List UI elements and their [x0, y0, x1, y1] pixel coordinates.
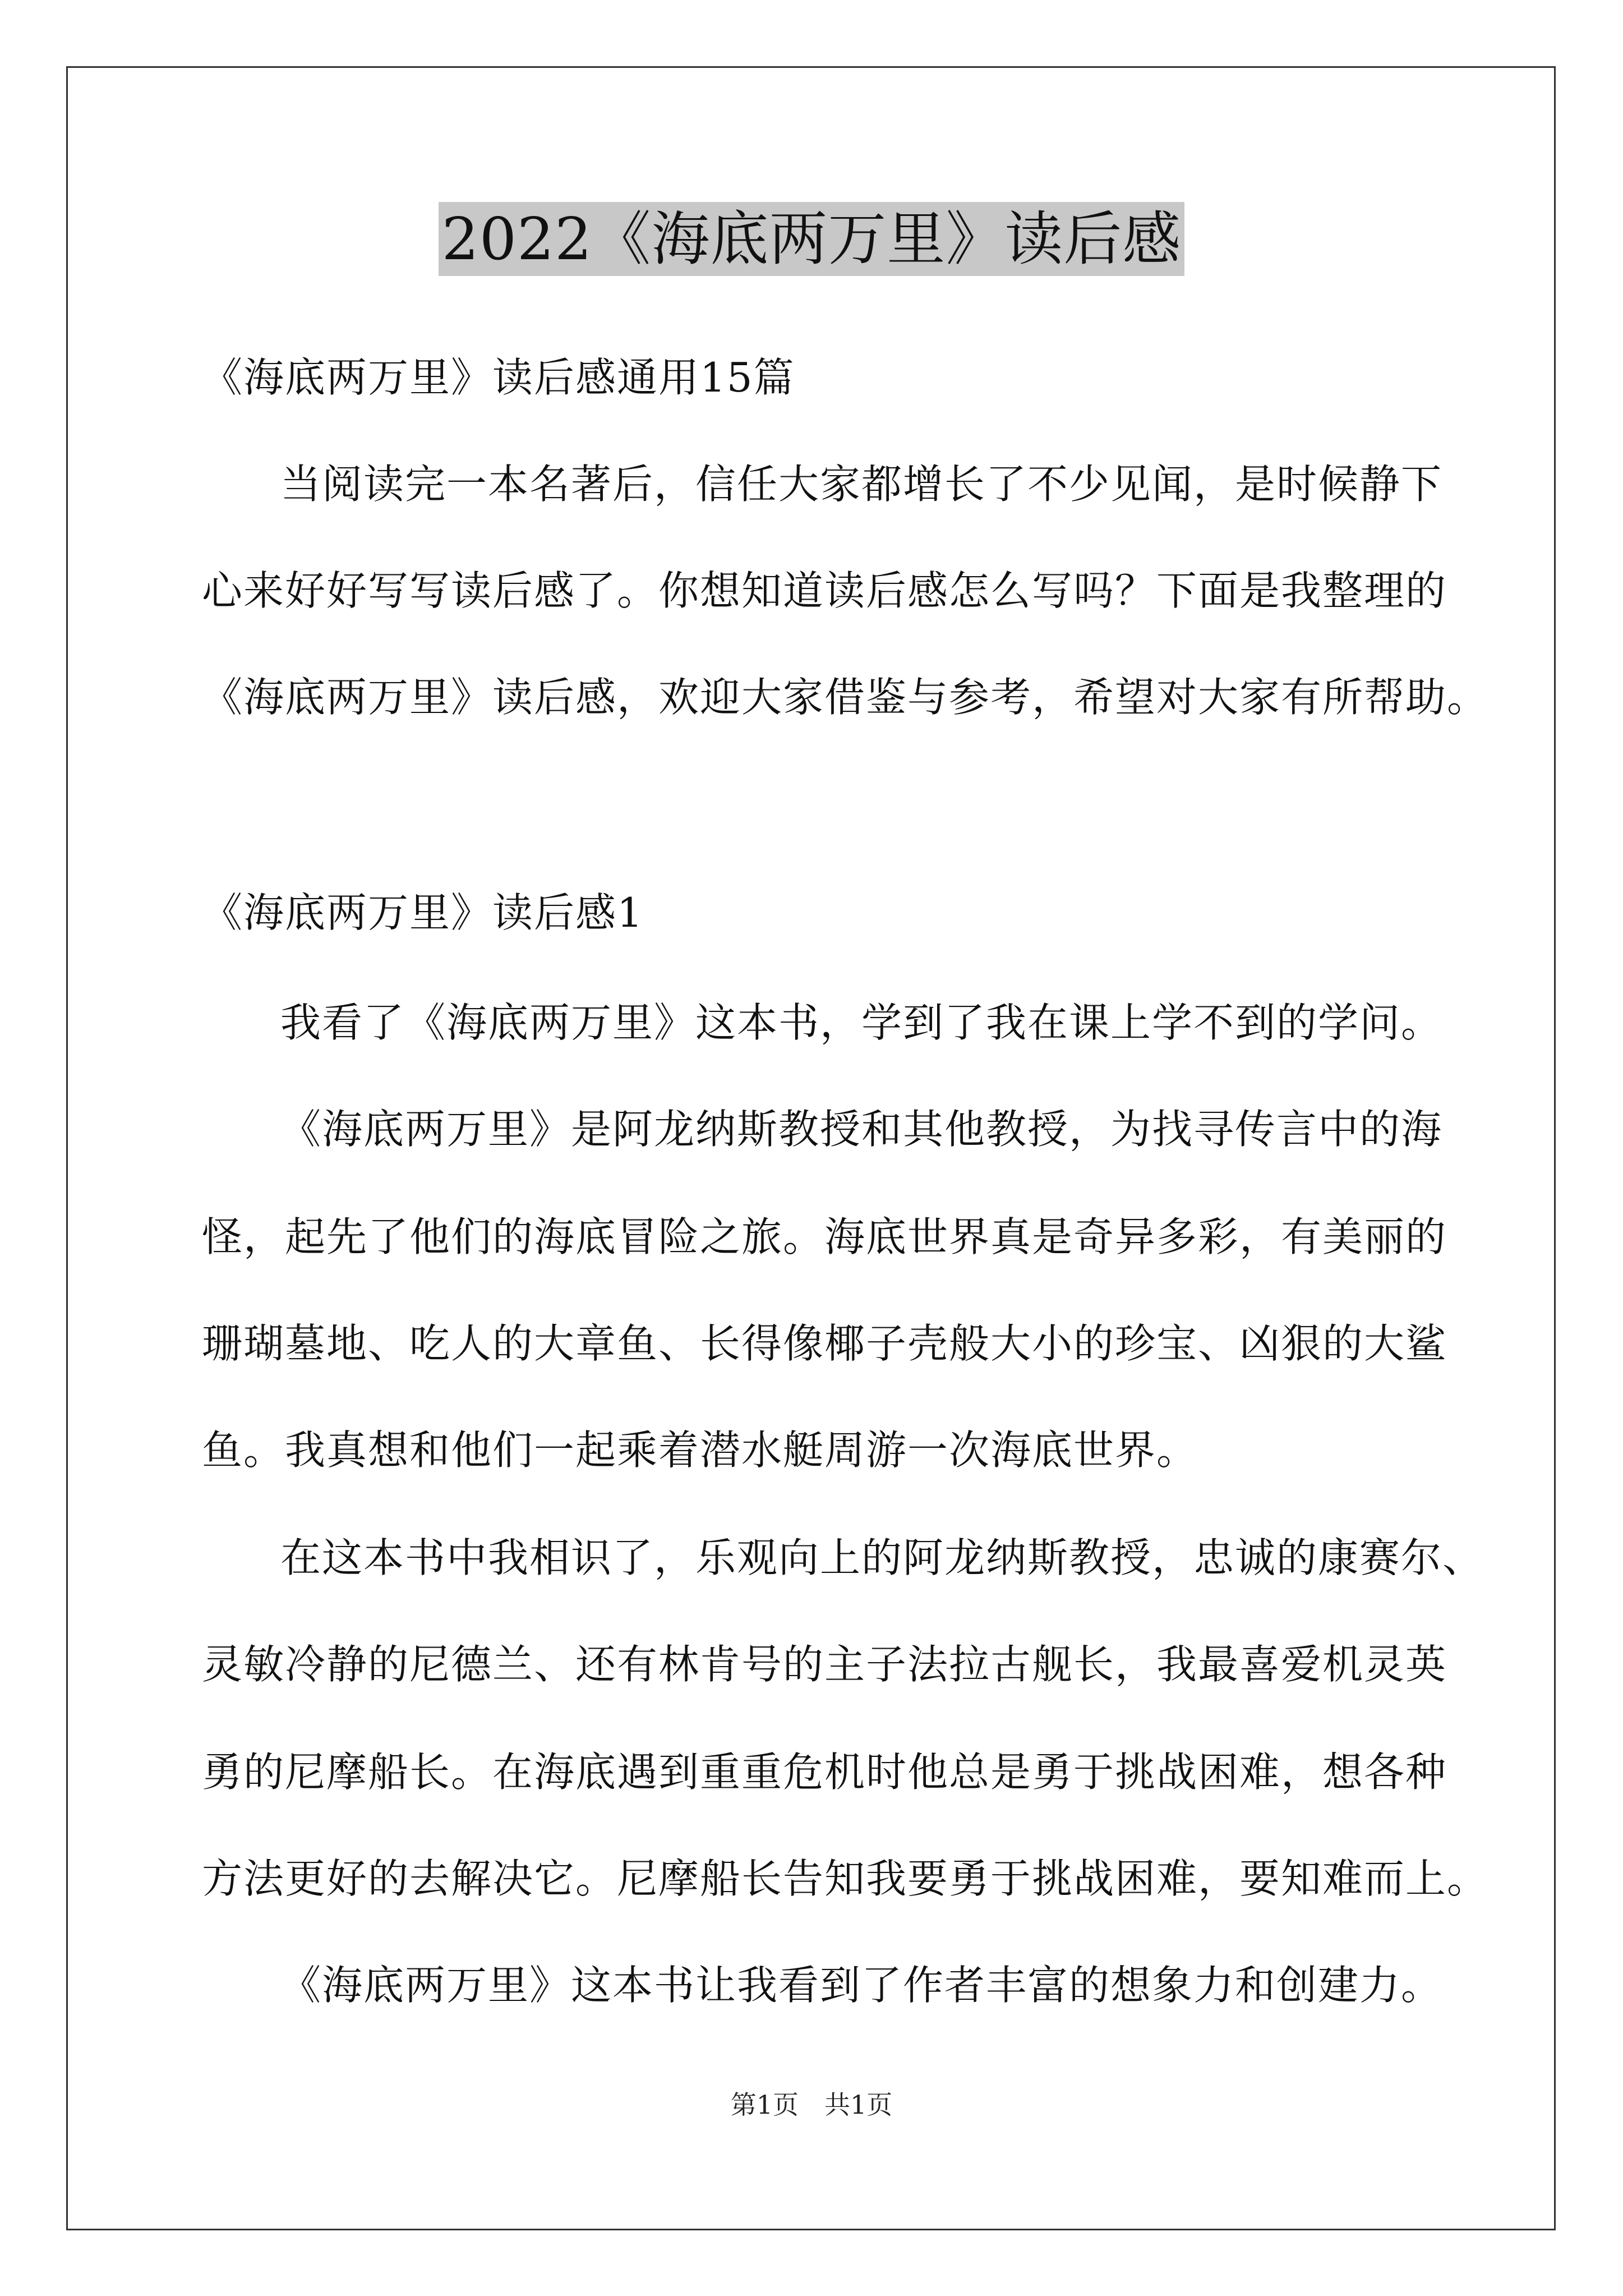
- intro-line: 当阅读完一本名著后，信任大家都增长了不少见闻，是时候静下: [280, 461, 1443, 508]
- page-footer: 第1页 共1页: [730, 2090, 893, 2120]
- title-container: [0, 202, 1623, 276]
- body-line: 怪，起先了他们的海底冒险之旅。海底世界真是奇异多彩，有美丽的: [202, 1213, 1447, 1260]
- section-heading: 《海底两万里》读后感1: [202, 889, 644, 936]
- document-title: 2022《海底两万里》读后感: [439, 202, 1185, 276]
- body-line: 我看了《海底两万里》这本书，学到了我在课上学不到的学问。: [280, 999, 1443, 1046]
- body-line: 《海底两万里》这本书让我看到了作者丰富的想象力和创建力。: [280, 1962, 1443, 2009]
- body-line: 鱼。我真想和他们一起乘着潜水艇周游一次海底世界。: [202, 1427, 1198, 1474]
- body-line: 在这本书中我相识了，乐观向上的阿龙纳斯教授，忠诚的康赛尔、: [280, 1534, 1484, 1581]
- document-subtitle: 《海底两万里》读后感通用15篇: [202, 354, 795, 401]
- intro-line: 心来好好写写读后感了。你想知道读后感怎么写吗？下面是我整理的: [202, 567, 1447, 614]
- body-line: 方法更好的去解决它。尼摩船长告知我要勇于挑战困难，要知难而上。: [202, 1855, 1489, 1902]
- body-line: 灵敏冷静的尼德兰、还有林肯号的主子法拉古舰长，我最喜爱机灵英: [202, 1641, 1447, 1688]
- body-line: 《海底两万里》是阿龙纳斯教授和其他教授，为找寻传言中的海: [280, 1106, 1443, 1153]
- intro-line: 《海底两万里》读后感，欢迎大家借鉴与参考，希望对大家有所帮助。: [202, 674, 1489, 721]
- body-line: 勇的尼摩船长。在海底遇到重重危机时他总是勇于挑战困难，想各种: [202, 1749, 1447, 1796]
- body-line: 珊瑚墓地、吃人的大章鱼、长得像椰子壳般大小的珍宝、凶狠的大鲨: [202, 1320, 1447, 1367]
